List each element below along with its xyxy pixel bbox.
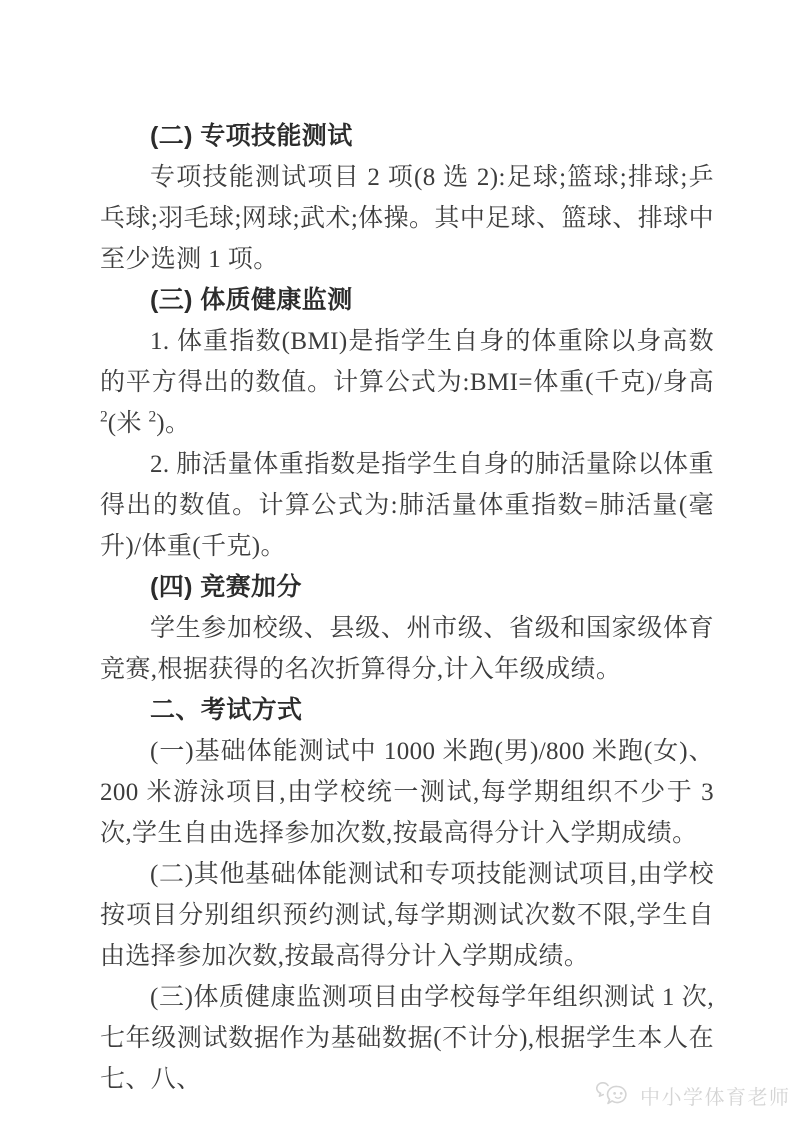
bmi-superscript-meter: 2 xyxy=(148,408,157,426)
paragraph-bmi-definition xyxy=(100,321,714,444)
bmi-formula-tail: )。 xyxy=(156,410,191,437)
document-content xyxy=(100,116,714,1100)
heading-competition-bonus: (四) 竞赛加分 xyxy=(150,573,302,601)
heading-fitness-monitoring: (三) 体质健康监测 xyxy=(150,286,353,314)
bmi-formula-mid: (米 xyxy=(107,410,149,437)
bmi-formula-lead: 1. 体重指数(BMI)是指学生自身的体重除以身高数的平方得出的数值。计算公式为:BMI=体重(千克)/身高 xyxy=(100,328,714,396)
watermark-footer xyxy=(596,1080,791,1110)
paragraph-exam-other-tests: (二)其他基础体能测试和专项技能测试项目,由学校按项目分别组织预约测试,每学期测试次数不限,学生自由选择参加次数,按最高得分计入学期成绩。 xyxy=(100,861,714,970)
heading-special-skills-test: (二) 专项技能测试 xyxy=(150,122,353,150)
paragraph-exam-fitness-monitoring: (三)体质健康监测项目由学校每学年组织测试 1 次,七年级测试数据作为基础数据(不计分),根据学生本人在七、八、 xyxy=(100,984,714,1093)
paragraph-competition-bonus: 学生参加校级、县级、州市级、省级和国家级体育竞赛,根据获得的名次折算得分,计入年级成绩。 xyxy=(100,615,714,683)
bmi-superscript-height: 2 xyxy=(100,408,108,426)
paragraph-exam-basic-fitness: (一)基础体能测试中 1000 米跑(男)/800 米跑(女)、200 米游泳项目,由学校统一测试,每学期组织不少于 3 次,学生自由选择参加次数,按最高得分计入学期成绩。 xyxy=(100,738,714,847)
chat-bubbles-face-logo-icon xyxy=(596,1080,634,1110)
watermark-brand-text: 中小学体育老师 xyxy=(640,1086,791,1109)
heading-exam-method: 二、考试方式 xyxy=(150,696,303,724)
paragraph-special-skills-items: 专项技能测试项目 2 项(8 选 2):足球;篮球;排球;乒乓球;羽毛球;网球;武术;体操。其中足球、篮球、排球中至少选测 1 项。 xyxy=(100,164,714,273)
paragraph-vital-capacity-index: 2. 肺活量体重指数是指学生自身的肺活量除以体重得出的数值。计算公式为:肺活量体重指数=肺活量(毫升)/体重(千克)。 xyxy=(100,451,714,560)
